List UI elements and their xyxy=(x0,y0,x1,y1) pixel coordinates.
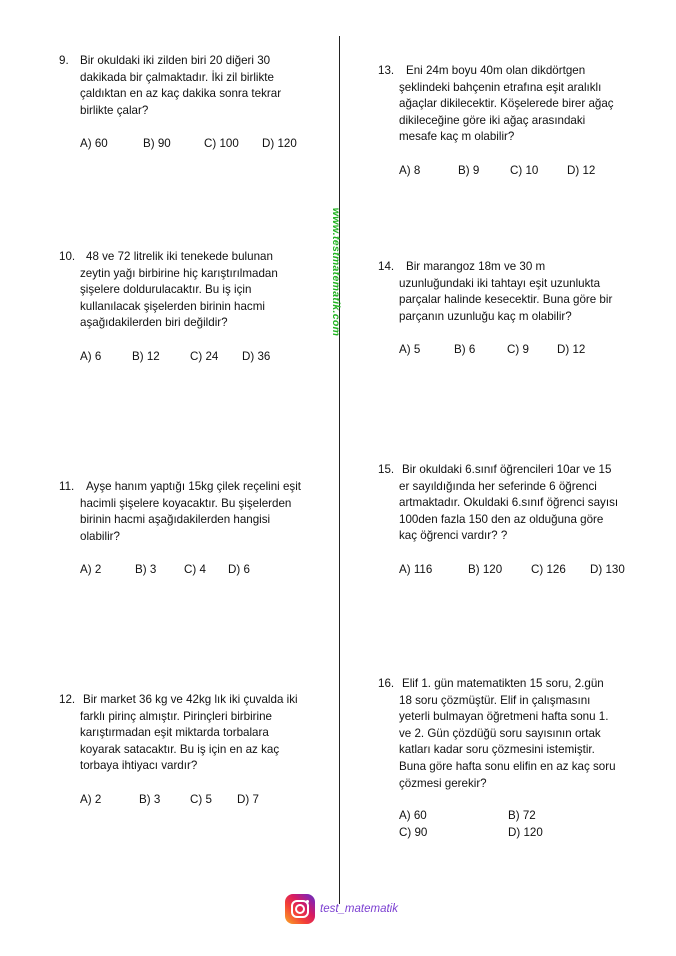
option-b[interactable]: B) 6 xyxy=(454,343,476,357)
question-number: 16. xyxy=(378,677,395,690)
stem-line: Bir market 36 kg ve 42kg lık iki çuvalda iki xyxy=(83,693,298,706)
question-12 xyxy=(59,692,334,808)
option-a[interactable]: A) 5 xyxy=(399,343,421,357)
option-a[interactable]: A) 2 xyxy=(80,792,102,806)
question-number: 12. xyxy=(59,693,76,706)
option-c[interactable]: C) 100 xyxy=(204,137,239,151)
footer xyxy=(285,893,398,925)
stem-line: Bir marangoz 18m ve 30 m xyxy=(406,260,546,273)
stem-line: karıştırmadan eşit miktarda torbalara xyxy=(80,726,269,740)
stem-line: Bir okuldaki iki zilden biri 20 diğeri 30 xyxy=(80,54,271,67)
stem-line: olabilir? xyxy=(80,529,120,543)
option-c[interactable]: C) 10 xyxy=(510,163,539,177)
option-d[interactable]: D) 36 xyxy=(242,349,271,363)
question-stem xyxy=(59,53,329,119)
stem-line: dikileceğine göre iki ağaç arasındaki xyxy=(399,113,586,127)
option-d[interactable]: D) 120 xyxy=(508,826,543,840)
stem-line: kullanılacak şişelerden birinin hacmi xyxy=(80,299,265,313)
stem-line: ağaçlar dikilecektir. Köşelerede birer ağaç xyxy=(399,97,614,111)
stem-line: parçalar halinde kesecektir. Buna göre bir xyxy=(399,293,613,307)
question-stem xyxy=(378,259,658,325)
option-a[interactable]: A) 2 xyxy=(80,563,102,577)
stem-line: çaldıktan en az kaç dakika sonra tekrar xyxy=(80,87,282,101)
answer-options xyxy=(378,163,658,179)
question-9 xyxy=(59,53,329,152)
question-15 xyxy=(378,462,663,578)
option-a[interactable]: A) 8 xyxy=(399,163,421,177)
question-number: 9. xyxy=(59,54,69,67)
question-number: 15. xyxy=(378,463,395,476)
question-number: 14. xyxy=(378,260,395,273)
stem-line: artmaktadır. Okuldaki 6.sınıf öğrenci sayısı xyxy=(399,496,619,510)
option-b[interactable]: B) 12 xyxy=(132,349,160,363)
answer-options xyxy=(59,136,329,152)
stem-line: birinin hacmi aşağıdakilerden hangisi xyxy=(80,513,271,527)
option-b[interactable]: B) 3 xyxy=(135,563,157,577)
question-10 xyxy=(59,249,329,365)
option-b[interactable]: B) 72 xyxy=(508,809,536,823)
answer-options xyxy=(378,562,663,578)
option-d[interactable]: D) 6 xyxy=(228,563,250,577)
stem-line: Eni 24m boyu 40m olan dikdörtgen xyxy=(406,64,586,77)
stem-line: birlikte çalar? xyxy=(80,103,149,117)
option-d[interactable]: D) 120 xyxy=(262,137,297,151)
question-stem xyxy=(59,692,334,775)
column-divider xyxy=(339,36,340,904)
question-stem xyxy=(378,676,663,792)
question-stem xyxy=(378,63,658,146)
question-number: 11. xyxy=(59,480,75,493)
option-c[interactable]: C) 90 xyxy=(399,826,428,840)
stem-line: Ayşe hanım yaptığı 15kg çilek reçelini eşit xyxy=(86,480,302,493)
stem-line: Buna göre hafta sonu elifin en az kaç soru xyxy=(399,759,616,773)
option-b[interactable]: B) 9 xyxy=(458,163,480,177)
instagram-handle[interactable]: test_matematik xyxy=(320,903,398,915)
stem-line: ve 2. Gün çözdüğü soru sayısının ortak xyxy=(399,726,601,740)
stem-line: uzunluğundaki iki tahtayı eşit uzunlukta xyxy=(399,276,601,290)
option-b[interactable]: B) 3 xyxy=(139,792,161,806)
option-a[interactable]: A) 60 xyxy=(399,809,427,823)
stem-line: 48 ve 72 litrelik iki tenekede bulunan xyxy=(86,250,273,263)
option-d[interactable]: D) 7 xyxy=(237,792,259,806)
question-11 xyxy=(59,479,334,578)
stem-line: Elif 1. gün matematikten 15 soru, 2.gün xyxy=(402,677,604,690)
stem-line: er sayıldığında her seferinde 6 öğrenci xyxy=(399,479,597,493)
answer-options xyxy=(59,792,334,808)
stem-line: şeklindeki bahçenin etrafına eşit aralıklı xyxy=(399,80,602,94)
stem-line: torbaya ihtiyacı vardır? xyxy=(80,759,198,773)
question-stem xyxy=(59,249,329,332)
option-b[interactable]: B) 90 xyxy=(143,137,171,151)
stem-line: hacimli şişelere koyacaktır. Bu şişelerden xyxy=(80,496,292,510)
stem-line: koyarak satacaktır. Bu iş için en az kaç xyxy=(80,742,280,756)
watermark: www.testmatematik.com xyxy=(330,207,342,337)
stem-line: parçanın uzunluğu kaç m olabilir? xyxy=(399,309,572,323)
question-number: 10. xyxy=(59,250,76,263)
option-a[interactable]: A) 60 xyxy=(80,137,108,151)
instagram-icon[interactable] xyxy=(285,894,315,924)
option-d[interactable]: D) 12 xyxy=(567,163,596,177)
question-13 xyxy=(378,63,658,179)
stem-line: kaç öğrenci vardır? ? xyxy=(399,529,508,543)
stem-line: yeterli bulmayan öğretmeni hafta sonu 1. xyxy=(399,710,609,724)
stem-line: şişelere doldurulacaktır. Bu iş için xyxy=(80,283,252,297)
stem-line: mesafe kaç m olabilir? xyxy=(399,130,515,144)
answer-options xyxy=(59,562,334,578)
question-number: 13. xyxy=(378,64,395,77)
stem-line: katları kadar soru çözmesini istemiştir. xyxy=(399,743,595,757)
option-c[interactable]: C) 4 xyxy=(184,563,206,577)
stem-line: dakikada bir çalmaktadır. İki zil birlikte xyxy=(80,70,274,84)
option-a[interactable]: A) 6 xyxy=(80,349,102,363)
stem-line: farklı pirinç almıştır. Pirinçleri birbirine xyxy=(80,709,272,723)
option-b[interactable]: B) 120 xyxy=(468,562,503,576)
answer-options xyxy=(378,342,658,358)
stem-line: 18 soru çözmüştür. Elif in çalışmasını xyxy=(399,693,591,707)
option-a[interactable]: A) 116 xyxy=(399,562,433,576)
answer-options xyxy=(378,808,663,842)
option-c[interactable]: C) 24 xyxy=(190,349,219,363)
stem-line: çözmesi gerekir? xyxy=(399,776,487,790)
question-16 xyxy=(378,676,663,842)
question-stem xyxy=(378,462,663,545)
stem-line: 100den fazla 150 den az olduğuna göre xyxy=(399,512,604,526)
option-d[interactable]: D) 130 xyxy=(590,562,625,576)
stem-line: zeytin yağı birbirine hiç karıştırılmadan xyxy=(80,266,278,280)
option-c[interactable]: C) 5 xyxy=(190,792,212,806)
stem-line: Bir okuldaki 6.sınıf öğrencileri 10ar ve 15 xyxy=(402,463,612,476)
option-c[interactable]: C) 9 xyxy=(507,343,529,357)
answer-options xyxy=(59,349,329,365)
question-14 xyxy=(378,259,658,358)
option-d[interactable]: D) 12 xyxy=(557,343,586,357)
stem-line: aşağıdakilerden biri değildir? xyxy=(80,316,228,330)
question-stem xyxy=(59,479,334,545)
option-c[interactable]: C) 126 xyxy=(531,562,566,576)
